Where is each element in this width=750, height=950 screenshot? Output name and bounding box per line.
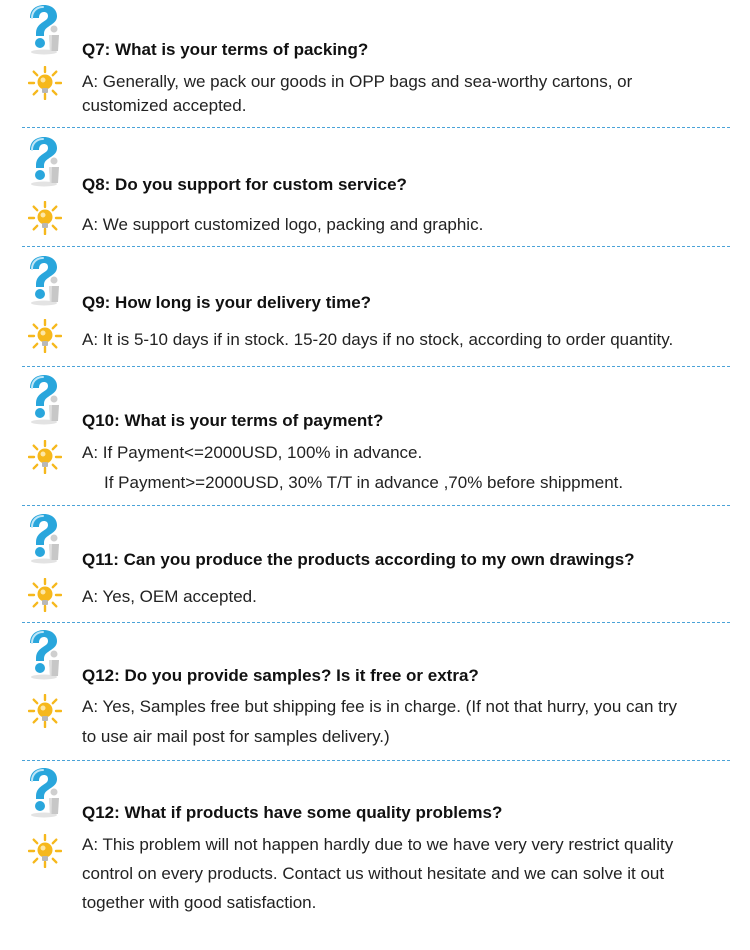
answer-line: A: We support customized logo, packing and graphic. <box>82 215 484 234</box>
lightbulb-sun-icon <box>28 578 62 612</box>
lightbulb-sun-icon <box>28 201 62 235</box>
answer-line: A: Yes, OEM accepted. <box>82 587 257 606</box>
answer-text <box>82 213 732 237</box>
question-text: Q12: What if products have some quality problems? <box>82 803 503 822</box>
lightbulb-sun-icon <box>28 66 62 100</box>
question-person-icon <box>24 375 64 425</box>
question-text: Q8: Do you support for custom service? <box>82 175 407 194</box>
question-person-icon <box>24 5 64 55</box>
question-text: Q7: What is your terms of packing? <box>82 40 369 59</box>
divider <box>22 505 730 506</box>
answer-line: A: This problem will not happen hardly due to we have very very restrict quality <box>82 835 674 854</box>
lightbulb-sun-icon <box>28 834 62 868</box>
lightbulb-sun-icon <box>28 694 62 728</box>
divider <box>22 622 730 623</box>
answer-text <box>82 70 732 118</box>
answer-text <box>82 830 732 917</box>
divider <box>22 366 730 367</box>
divider <box>22 246 730 247</box>
question-text: Q9: How long is your delivery time? <box>82 293 372 312</box>
answer-line: control on every products. Contact us without hesitate and we can solve it out <box>82 864 665 883</box>
answer-line: A: It is 5-10 days if in stock. 15-20 days if no stock, according to order quantity. <box>82 330 674 349</box>
divider <box>22 127 730 128</box>
answer-line: to use air mail post for samples delivery.) <box>82 727 390 746</box>
question-person-icon <box>24 630 64 680</box>
answer-line: A: Yes, Samples free but shipping fee is in charge. (If not that hurry, you can try <box>82 697 678 716</box>
lightbulb-sun-icon <box>28 440 62 474</box>
answer-text <box>82 585 732 609</box>
answer-line: A: If Payment<=2000USD, 100% in advance. <box>82 443 423 462</box>
divider <box>22 760 730 761</box>
answer-line: A: Generally, we pack our goods in OPP bags and sea-worthy cartons, or <box>82 72 633 91</box>
answer-line: customized accepted. <box>82 96 247 115</box>
question-person-icon <box>24 137 64 187</box>
question-text: Q11: Can you produce the products according to my own drawings? <box>82 550 635 569</box>
question-person-icon <box>24 514 64 564</box>
answer-text <box>82 328 732 352</box>
question-text: Q10: What is your terms of payment? <box>82 411 384 430</box>
answer-line: together with good satisfaction. <box>82 893 317 912</box>
question-person-icon <box>24 768 64 818</box>
question-person-icon <box>24 256 64 306</box>
answer-text <box>82 438 732 498</box>
answer-line: If Payment>=2000USD, 30% T/T in advance ,70% before shippment. <box>104 473 624 492</box>
answer-text <box>82 692 732 752</box>
lightbulb-sun-icon <box>28 319 62 353</box>
question-text: Q12: Do you provide samples? Is it free or extra? <box>82 666 479 685</box>
